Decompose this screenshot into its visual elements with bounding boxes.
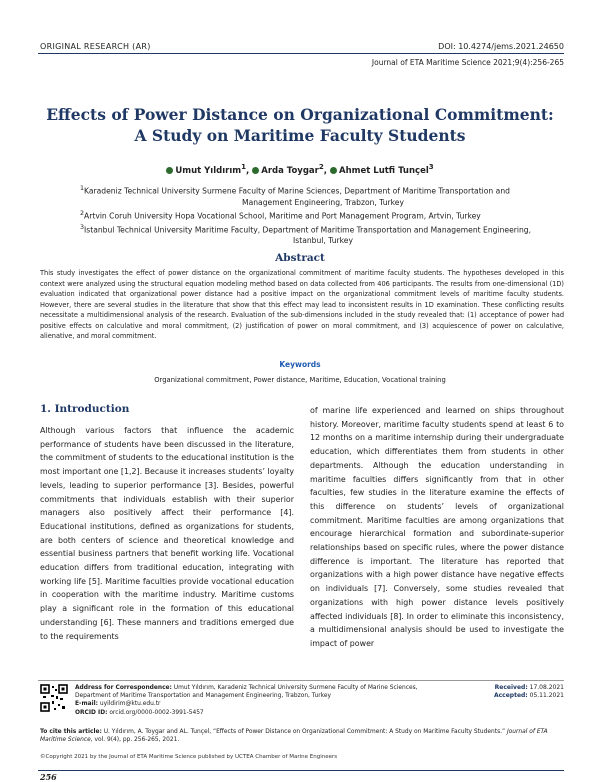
orcid-link[interactable]: orcid.org/0000-0002-3991-5457 bbox=[109, 709, 204, 716]
keywords-heading: Keywords bbox=[279, 360, 321, 369]
orcid-icon[interactable] bbox=[252, 167, 259, 174]
affiliation-text-cont: Management Engineering, Trabzon, Turkey bbox=[242, 197, 404, 207]
header-divider bbox=[38, 53, 564, 54]
affiliation-text: Artvin Coruh University Hopa Vocational School, Maritime and Port Management Program, Artvin, Turkey bbox=[84, 211, 481, 221]
correspondence-label: Address for Correspondence: bbox=[75, 685, 172, 691]
intro-text-left: Although various factors that influence the academic performance of students have been discussed in the literature, the commitment of students to the educational institution is the most important one [1,2]. Because it increases students’ loyalty levels, leading to superior performance [3]. Besides, powerful commitments that individuals establish with their superior managers also positively affect their performance [4]. Educational institutions, defined as organizations for students, are both centers of science and theoretical knowledge and essential business partners that benefit working life. Vocational education differs from traditional education, integrating with working life [5]. Maritime faculties provide vocational education in cooperation with the maritime industry. Maritime customs play a significant role in the formation of this educational understanding [6]. These manners and traditions emerged due to the requirements bbox=[40, 426, 294, 641]
received-label: Received: bbox=[494, 684, 528, 691]
intro-text-right: of marine life experienced and learned on ships throughout history. Moreover, maritime faculty students spend at least 6 to 12 months on a maritime internship during their undergraduate education, which differentiates them from students in other departments. Although the education understanding in maritime faculties differs significantly from that in other faculties, few studies in the literature examine the effects of this difference on students’ levels of organizational commitment. Maritime faculties are among organizations that encourage hierarchical formation and subordinate-superior relationships based on specific rules, where the power distance difference is important. The literature has reported that organizations with a high power distance have negative effects on individuals [7]. Conversely, some studies revealed that organizations with high power distance levels positively affected individuals [8]. In order to eliminate this inconsistency, a multidimensional analysis should be used to investigate the impact of power bbox=[310, 406, 564, 648]
article-title bbox=[40, 104, 560, 146]
citation-label: To cite this article: bbox=[40, 729, 102, 735]
correspondence-text: Umut Yıldırım, Karadeniz Technical University Surmene Faculty of Marine Sciences, Department of Maritime Transportation and Management Engineering, Trabzon, Turkey bbox=[75, 685, 418, 700]
citation-rest: , vol. 9(4), pp. 256-265, 2021. bbox=[90, 737, 180, 744]
affiliations bbox=[40, 183, 560, 247]
orcid-label: ORCID ID: bbox=[75, 709, 108, 716]
qr-code-icon[interactable] bbox=[40, 684, 68, 712]
accepted-date: 05.11.2021 bbox=[529, 692, 564, 700]
affiliation-1 bbox=[40, 183, 560, 208]
journal-reference: Journal of ETA Maritime Science 2021;9(4):256-265 bbox=[371, 58, 564, 67]
author-sup: 2 bbox=[318, 162, 324, 171]
page-number: 256 bbox=[40, 772, 57, 782]
abstract-heading: Abstract bbox=[275, 252, 325, 264]
affiliation-sup: 3 bbox=[80, 223, 85, 231]
email-label: E-mail: bbox=[75, 701, 98, 708]
received-date: 17.08.2021 bbox=[529, 684, 564, 691]
affiliation-sup: 2 bbox=[80, 209, 85, 217]
author-name: Arda Toygar bbox=[261, 165, 319, 176]
title-line-1: Effects of Power Distance on Organizational Commitment: bbox=[46, 105, 554, 124]
affiliation-3 bbox=[40, 222, 560, 247]
affiliation-text: Istanbul Technical University Maritime Faculty, Department of Maritime Transportation and Management Engineering, bbox=[84, 225, 532, 235]
page-footer-divider bbox=[38, 770, 564, 771]
email-link[interactable]: uyildirim@ktu.edu.tr bbox=[99, 701, 161, 708]
citation-text: U. Yıldırım, A. Toygar and AL. Tunçel, “Effects of Power Distance on Organizational Commitment: A Study on Maritime Faculty Students.” bbox=[103, 729, 506, 735]
accepted-label: Accepted: bbox=[493, 692, 528, 700]
orcid-icon[interactable] bbox=[330, 167, 337, 174]
author-sup: 3 bbox=[428, 162, 434, 171]
author-sup: 1 bbox=[241, 162, 247, 171]
correspondence-block bbox=[75, 684, 435, 717]
copyright: ©Copyright 2021 by the Journal of ETA Maritime Science published by UCTEA Chamber of Marine Engineers bbox=[40, 754, 338, 760]
affiliation-text: Karadeniz Technical University Surmene Faculty of Marine Sciences, Department of Maritime Transportation and bbox=[84, 186, 510, 196]
keywords-text: Organizational commitment, Power distance, Maritime, Education, Vocational training bbox=[154, 376, 446, 384]
citation-block bbox=[40, 728, 564, 745]
footer-divider bbox=[38, 680, 564, 681]
author-name: Ahmet Lutfi Tunçel bbox=[339, 165, 429, 176]
affiliation-2 bbox=[40, 208, 560, 222]
dates-block bbox=[494, 684, 564, 700]
author-list: Umut Yıldırım$^1$, Arda Toygar$^2$, Ahmet Lutfi Tunçel$^3$ bbox=[40, 162, 560, 176]
author-name: Umut Yıldırım bbox=[175, 165, 242, 176]
abstract-text: This study investigates the effect of power distance on the organizational commitment of maritime faculty students. The hypotheses developed in this context were analyzed using the structural equation modeling method based on data collected from 406 participants. The results from one-dimensional (1D) evaluation indicated that organizational power distance had a positive impact on the organizational commitment levels of maritime faculty students. However, there are several studies in the literature that show that this effect may lead to inconsistent results in 1D examination. These conflicting results necessitate a multidimensional analysis of the research. Evaluation of the sub-dimensions included in the study revealed that: (1) acceptance of power had positive effects on calculative and moral commitment, (2) justification of power on moral commitment, and (3) acquiescence of power on calculative, alienative, and moral commitment. bbox=[40, 269, 564, 340]
doi[interactable]: DOI: 10.4274/jems.2021.24650 bbox=[438, 42, 564, 51]
affiliation-text-cont: Istanbul, Turkey bbox=[293, 236, 353, 246]
section-heading-introduction: 1. Introduction bbox=[40, 403, 130, 415]
section-label: ORIGINAL RESEARCH (AR) bbox=[40, 42, 151, 51]
affiliation-sup: 1 bbox=[80, 185, 85, 192]
title-line-2: A Study on Maritime Faculty Students bbox=[134, 126, 466, 145]
orcid-icon[interactable] bbox=[166, 167, 173, 174]
citation-journal: Journal of ETA Maritime Science bbox=[40, 729, 548, 744]
